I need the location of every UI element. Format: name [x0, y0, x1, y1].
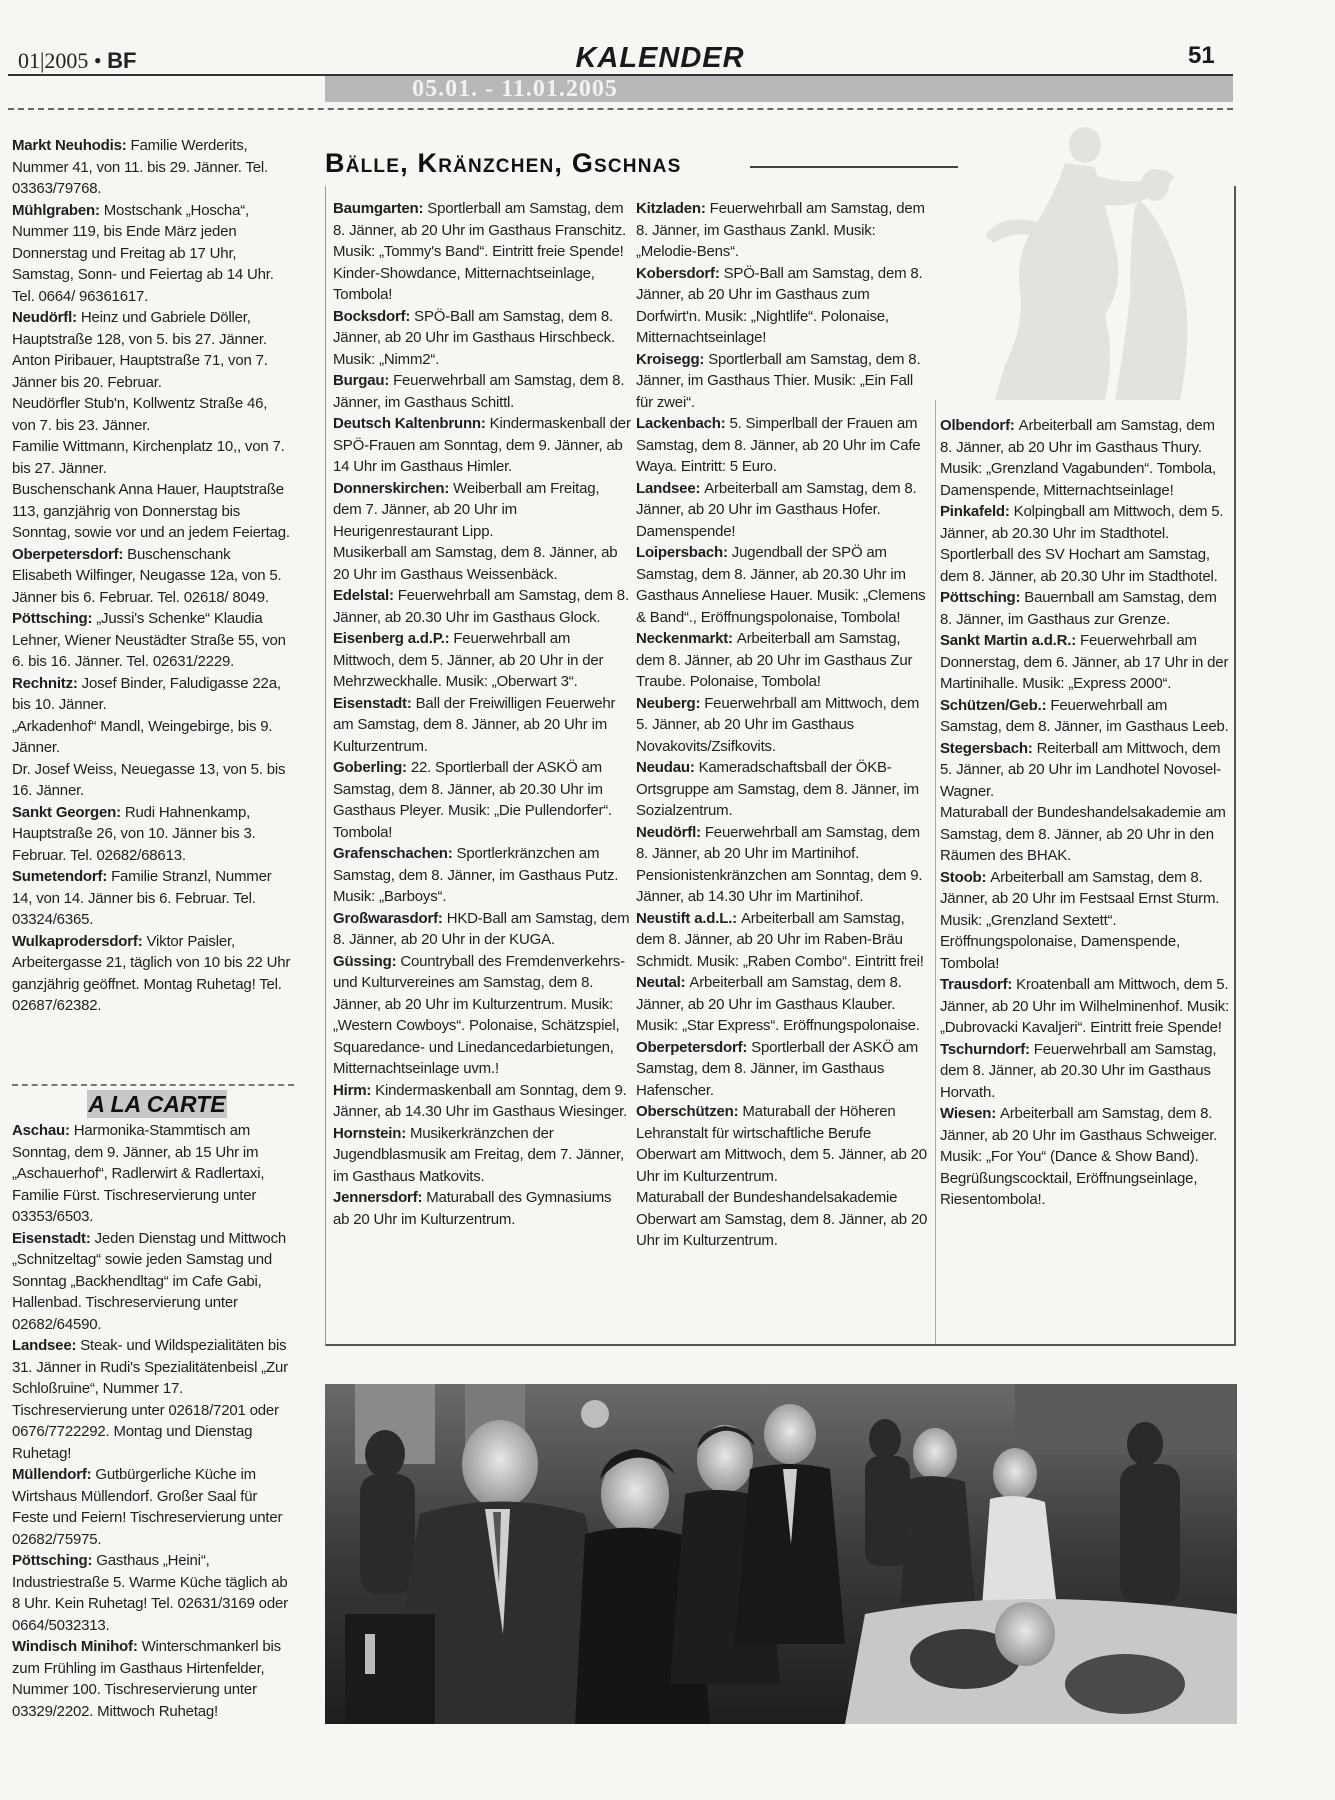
- listing-text: Kameradschaftsball der ÖKB-Ortsgruppe am Samstag, dem 8. Jänner, im Sozialzentrum.: [636, 759, 919, 819]
- listing-separator: :: [95, 201, 104, 219]
- listing-place: Wiesen: [940, 1105, 992, 1122]
- listing-text: Steak- und Wildspezialitäten bis 31. Jänner in Rudi's Spezialitätenbeisl „Zur Schloßruine“, Nummer 17. Tischreservierung unter 02618/7201 oder 0676/7722292. Montag und Dienstag Ruhetag!: [12, 1337, 288, 1462]
- listing-place: Lackenbach: [636, 415, 721, 432]
- listing-place: Windisch Minihof: [12, 1638, 133, 1655]
- listing-entry: [940, 630, 1230, 695]
- listing-separator: :: [121, 137, 131, 154]
- listing-entry: [333, 628, 631, 693]
- listing-text: Feuerwehrball am Samstag, dem 8. Jänner, ab 20.30 Uhr im Gasthaus Horvath.: [940, 1040, 1217, 1101]
- listing-separator: :: [1041, 696, 1051, 714]
- listing-place: Donnerskirchen: [333, 479, 445, 497]
- listing-place: Bocksdorf: [333, 307, 406, 325]
- section-title-rule: [750, 166, 958, 168]
- listing-text: 22. Sportlerball der ASKÖ am Samstag, dem 8. Jänner, ab 20.30 Uhr im Gasthaus Pleyer. Musik: „Die Pullendorfer“. Tombola!: [333, 759, 613, 841]
- listing-entry: [12, 1550, 294, 1636]
- brand-label: BF: [107, 48, 137, 73]
- listing-text: Arbeiterball am Samstag, dem 8. Jänner, ab 20 Uhr im Gasthaus Thury. Musik: „Grenzland Vagabunden“. Tombola, Damenspende, Mitternachtseinlage!: [940, 417, 1216, 499]
- listing-entry: [333, 757, 631, 843]
- listing-place: Landsee: [636, 479, 696, 497]
- listing-text: Harmonika-Stammtisch am Sonntag, dem 9. Jänner, ab 15 Uhr im „Aschauerhof“, Radlerwirt & Radlertaxi, Familie Fürst. Tischreservierung unter 03353/6503.: [12, 1122, 265, 1225]
- listing-place: Goberling: [333, 759, 403, 776]
- listing-text: Anton Piribauer, Hauptstraße 71, von 7. Jänner bis 20. Februar.: [12, 352, 268, 391]
- listing-separator: :: [132, 1638, 142, 1655]
- listing-separator: :: [71, 1337, 81, 1354]
- listing-separator: :: [401, 1124, 410, 1142]
- listing-place: Kroisegg: [636, 350, 700, 368]
- listing-place: Neudörfl: [12, 309, 73, 326]
- listing-place: Pöttsching: [12, 610, 88, 627]
- listing-text: Gasthaus „Heini“, Industriestraße 5. Warme Küche täglich ab 8 Uhr. Kein Ruhetag! Tel. 02631/3169 oder 0664/5032313.: [12, 1552, 288, 1634]
- listing-entry: [636, 478, 928, 543]
- listing-separator: :: [732, 909, 741, 927]
- listing-entry: [940, 1103, 1230, 1211]
- header-dashed-rule: [8, 108, 1233, 110]
- page-title: KALENDER: [575, 42, 745, 74]
- listing-place: Eisenberg a.d.P.: [333, 630, 445, 647]
- listing-entry: [333, 370, 631, 413]
- listing-place: Pöttsching: [12, 1552, 88, 1569]
- listing-separator: :: [728, 630, 737, 647]
- listing-place: Mühlgraben: [12, 201, 95, 219]
- listing-text: Kroatenball am Mittwoch, dem 5. Jänner, ab 20 Uhr im Wilhelminenhof. Musik: „Dubrovacki Kavaljeri“. Eintritt freie Spende!: [940, 976, 1230, 1036]
- listing-separator: :: [1009, 417, 1019, 434]
- listing-separator: :: [65, 1122, 74, 1139]
- listing-entry: [636, 1037, 928, 1102]
- listing-entry: [636, 198, 928, 263]
- listing-separator: :: [699, 350, 709, 368]
- listing-text: Viktor Paisler, Arbeitergasse 21, täglich von 10 bis 22 Uhr ganzjährig geöffnet. Montag Ruhetag! Tel. 02687/62382.: [12, 932, 291, 1014]
- listing-separator: :: [405, 307, 415, 325]
- listing-place: Oberpetersdorf: [12, 545, 119, 563]
- listing-separator: :: [87, 1552, 97, 1569]
- listing-place: Kitzladen: [636, 200, 701, 217]
- listing-text: Kindermaskenball der SPÖ-Frauen am Sonntag, dem 9. Jänner, ab 14 Uhr im Gasthaus Himler.: [333, 415, 631, 475]
- listing-entry: [636, 413, 928, 478]
- listing-separator: :: [417, 1189, 427, 1206]
- listing-place: Olbendorf: [940, 417, 1010, 434]
- listing-separator: :: [695, 479, 705, 497]
- listing-text: Sportlerball des SV Hochart am Samstag, dem 8. Jänner, ab 20.30 Uhr im Stadthotel.: [940, 546, 1218, 585]
- a-la-carte-dashed-rule: [12, 1084, 294, 1086]
- listing-entry: [636, 1101, 928, 1187]
- listing-entry: [12, 931, 294, 1017]
- listing-entry: [940, 695, 1230, 738]
- listing-entry: [12, 608, 294, 673]
- listing-entry: [333, 585, 631, 628]
- listing-entry: [12, 1335, 294, 1464]
- listing-separator: :: [1027, 739, 1037, 757]
- listing-separator: :: [444, 479, 454, 497]
- listing-separator: :: [116, 803, 125, 821]
- listing-text: Feuerwehrball am Samstag, dem 8. Jänner, im Gasthaus Schittl.: [333, 372, 625, 411]
- listing-place: Stegersbach: [940, 739, 1028, 757]
- listing-text: Neudörfler Stub'n, Kollwentz Straße 46, von 7. bis 23. Jänner.: [12, 395, 268, 434]
- listing-place: Wulkaprodersdorf: [12, 932, 138, 950]
- listing-text: Feuerwehrball am Samstag, dem 8. Jänner, im Gasthaus Zankl. Musik: „Melodie-Bens“.: [636, 200, 925, 260]
- listing-separator: :: [391, 952, 401, 970]
- listing-separator: :: [366, 1081, 376, 1099]
- listing-entry: [636, 972, 928, 1037]
- listing-separator: :: [695, 694, 705, 712]
- listing-separator: :: [137, 932, 147, 950]
- listing-entry: [12, 544, 294, 609]
- listing-text: Arbeiterball am Samstag, dem 8. Jänner, ab 20 Uhr im Festsaal Ernst Sturm. Musik: „Grenzland Sextett“. Eröffnungspolonaise, Damenspende, Tombola!: [940, 868, 1220, 972]
- listing-entry: [636, 263, 928, 349]
- listing-entry: [12, 200, 294, 308]
- listing-entry: [12, 350, 294, 393]
- listing-text: Arbeiterball am Samstag, dem 8. Jänner, ab 20 Uhr im Gasthaus Schweiger. Musik: „For You“ (Dance & Show Band). Begrüßungscocktail, Eröffnungseinlage, Riesentombola!.: [940, 1105, 1218, 1208]
- listing-separator: :: [384, 372, 394, 389]
- listing-text: Bauernball am Samstag, dem 8. Jänner, im Gasthaus zur Grenze.: [940, 589, 1217, 628]
- events-column-1: [333, 198, 631, 1230]
- listing-separator: :: [700, 200, 710, 217]
- listing-separator: :: [981, 868, 991, 886]
- listing-text: SPÖ-Ball am Samstag, dem 8. Jänner, ab 20 Uhr im Gasthaus zum Dorfwirt'n. Musik: „Nightlife“. Polonaise, Mitternachtseinlage!: [636, 264, 923, 346]
- listing-place: Jennersdorf: [333, 1189, 418, 1206]
- listing-place: Eisenstadt: [333, 694, 407, 712]
- listing-entry: [12, 1636, 294, 1722]
- listing-place: Tschurndorf: [940, 1040, 1026, 1058]
- listing-entry: [12, 135, 294, 200]
- listing-entry: [940, 501, 1230, 544]
- listing-entry: [12, 716, 294, 759]
- listing-separator: :: [437, 909, 447, 927]
- listing-text: Familie Stranzl, Nummer 14, von 14. Jänner bis 6. Februar. Tel. 03324/6365.: [12, 868, 272, 928]
- listing-place: Neustift a.d.L.: [636, 909, 733, 927]
- listing-text: Sportlerball der ASKÖ am Samstag, dem 8. Jänner, im Gasthaus Hafenscher.: [636, 1038, 919, 1099]
- listing-place: Neutal: [636, 974, 681, 991]
- listing-separator: :: [447, 845, 457, 862]
- dance-hall-photo: [325, 1384, 1237, 1724]
- listing-place: Hornstein: [333, 1124, 402, 1142]
- listing-text: Maturaball der Bundeshandelsakademie am Samstag, dem 8. Jänner, ab 20 Uhr in den Räumen des BHAK.: [940, 804, 1226, 864]
- listing-separator: :: [714, 264, 724, 282]
- listing-separator: :: [991, 1105, 1000, 1122]
- buschenschank-column: [12, 135, 294, 1017]
- listing-place: Stoob: [940, 868, 982, 886]
- listing-entry: [12, 307, 294, 350]
- listing-separator: :: [720, 415, 730, 432]
- listing-place: Oberpetersdorf: [636, 1038, 743, 1056]
- events-column-3: [940, 415, 1230, 1211]
- listing-entry: [636, 693, 928, 758]
- listing-entry: [940, 974, 1230, 1039]
- listing-entry: [333, 693, 631, 758]
- issue-label: 01|2005 • BF: [18, 48, 137, 73]
- listing-entry: [333, 542, 631, 585]
- listing-place: Landsee: [12, 1337, 72, 1354]
- listing-text: Feuerwehrball am Samstag, dem 8. Jänner, im Gasthaus Leeb.: [940, 696, 1229, 735]
- a-la-carte-title: A LA CARTE: [88, 1091, 226, 1117]
- listing-separator: :: [1007, 976, 1017, 993]
- listing-separator: :: [1015, 589, 1025, 606]
- listing-entry: [12, 1120, 294, 1228]
- listing-entry: [333, 198, 631, 306]
- listing-entry: [636, 628, 928, 693]
- listing-text: Ball der Freiwilligen Feuerwehr am Samstag, dem 8. Jänner, ab 20 Uhr im Kulturzentrum.: [333, 694, 616, 755]
- listing-text: Dr. Josef Weiss, Neuegasse 13, von 5. bis 16. Jänner.: [12, 760, 286, 799]
- listing-entry: [636, 757, 928, 822]
- listing-separator: :: [733, 1103, 743, 1120]
- listing-separator: :: [444, 630, 454, 647]
- listing-text: Reiterball am Mittwoch, dem 5. Jänner, ab 20 Uhr im Landhotel Novosel-Wagner.: [940, 739, 1221, 800]
- listing-place: Kobersdorf: [636, 264, 715, 282]
- listing-text: Heinz und Gabriele Döller, Hauptstraße 128, von 5. bis 27. Jänner.: [12, 309, 267, 348]
- listing-separator: :: [1071, 632, 1080, 649]
- listing-place: Baumgarten: [333, 200, 419, 217]
- listing-place: Loipersbach: [636, 544, 723, 561]
- a-la-carte-header: [12, 1082, 294, 1118]
- listing-text: Buschenschank Anna Hauer, Hauptstraße 113, ganzjährig von Donnerstag bis Sonntag, sowie vor und an jedem Feiertag.: [12, 481, 290, 541]
- dancing-couple-icon: [965, 115, 1223, 400]
- listing-separator: :: [723, 544, 732, 561]
- listing-text: Josef Binder, Faludigasse 22a, bis 10. Jänner.: [12, 674, 281, 713]
- listing-separator: :: [418, 200, 428, 217]
- listing-text: Feuerwehrball am Donnerstag, dem 6. Jänner, ab 17 Uhr in der Martinihalle. Musik: „Express 2000“.: [940, 632, 1229, 692]
- listing-entry: [940, 544, 1230, 587]
- listing-place: Neckenmarkt: [636, 630, 729, 647]
- listing-place: Rechnitz: [12, 674, 73, 692]
- listing-text: Buschenschank Elisabeth Wilfinger, Neugasse 12a, von 5. Jänner bis 6. Februar. Tel. 02618/ 8049.: [12, 545, 282, 606]
- listing-text: Arbeiterball am Samstag, dem 8. Jänner, ab 20 Uhr im Gasthaus Hofer. Damenspende!: [636, 479, 917, 540]
- listing-text: Countryball des Fremdenverkehrs- und Kulturvereines am Samstag, dem 8. Jänner, ab 20 Uhr im Kulturzentrum. Musik: „Western Cowboys“. Polonaise, Schätzspiel, Squaredance- und Linedancedarbietungen, Mitternachtseinlage uvm.!: [333, 952, 625, 1077]
- listing-text: Weiberball am Freitag, dem 7. Jänner, ab 20 Uhr im Heurigenrestaurant Lipp.: [333, 479, 600, 540]
- listing-entry: [940, 867, 1230, 975]
- listing-text: Feuerwehrball am Samstag, dem 8. Jänner, ab 20 Uhr im Martinihof.: [636, 823, 920, 862]
- listing-place: Güssing: [333, 952, 392, 970]
- listing-entry: [12, 866, 294, 931]
- listing-entry: [333, 1123, 631, 1188]
- listing-text: Arbeiterball am Samstag, dem 8. Jänner, ab 20 Uhr im Raben-Bräu Schmidt. Musik: „Raben Combo“. Eintritt frei!: [636, 909, 924, 970]
- listing-entry: [12, 802, 294, 867]
- a-la-carte-column: [12, 1120, 294, 1722]
- listing-entry: [636, 908, 928, 973]
- listing-entry: [12, 479, 294, 544]
- listing-separator: :: [72, 309, 81, 326]
- listing-entry: [12, 759, 294, 802]
- listing-entry: [636, 1187, 928, 1252]
- listing-entry: [12, 673, 294, 716]
- listing-entry: [12, 1464, 294, 1550]
- listing-place: Grafenschachen: [333, 845, 448, 862]
- section-title: Bälle, Kränzchen, Gschnas: [325, 148, 682, 178]
- listing-place: Neudau: [636, 759, 690, 776]
- listing-entry: [333, 478, 631, 543]
- listing-text: SPÖ-Ball am Samstag, dem 8. Jänner, ab 20 Uhr im Gasthaus Hirschbeck. Musik: „Nimm2“.: [333, 307, 615, 368]
- listing-entry: [636, 865, 928, 908]
- listing-separator: :: [406, 694, 416, 712]
- listing-entry: [333, 413, 631, 478]
- listing-text: Kindermaskenball am Sonntag, dem 9. Jänner, ab 14.30 Uhr im Gasthaus Wiesinger.: [333, 1081, 628, 1120]
- listing-entry: [636, 542, 928, 628]
- column-divider: [935, 400, 936, 1344]
- listing-separator: :: [1025, 1040, 1034, 1058]
- listing-text: HKD-Ball am Samstag, dem 8. Jänner, ab 20 Uhr in der KUGA.: [333, 909, 630, 948]
- listing-place: Eisenstadt: [12, 1229, 86, 1247]
- listing-place: Sankt Georgen: [12, 803, 117, 821]
- listing-text: Jeden Dienstag und Mittwoch „Schnitzeltag“ sowie jeden Samstag und Sonntag „Backhendltag“ im Cafe Gabi, Hallenbad. Tischreservierung unter 02682/64590.: [12, 1229, 287, 1333]
- listing-text: Maturaball des Gymnasiums ab 20 Uhr im Kulturzentrum.: [333, 1189, 612, 1228]
- listing-text: „Arkadenhof“ Mandl, Weingebirge, bis 9. Jänner.: [12, 717, 273, 756]
- listing-text: Mostschank „Hoscha“, Nummer 119, bis Ende März jeden Donnerstag und Freitag ab 17 Uhr, Samstag, Sonn- und Feiertag ab 14 Uhr. Tel. 0664/ 96361617.: [12, 201, 274, 305]
- listing-text: Pensionistenkränzchen am Sonntag, dem 9. Jänner, ab 14.30 Uhr im Martinihof.: [636, 866, 923, 905]
- listing-separator: :: [696, 823, 705, 841]
- listing-place: Aschau: [12, 1122, 65, 1139]
- listing-text: Kolpingball am Mittwoch, dem 5. Jänner, ab 20.30 Uhr im Stadthotel.: [940, 503, 1224, 542]
- listing-separator: :: [87, 610, 97, 627]
- listing-place: Müllendorf: [12, 1466, 87, 1483]
- page-number: 51: [1188, 42, 1215, 69]
- listing-place: Deutsch Kaltenbrunn: [333, 415, 481, 432]
- listing-place: Sumetendorf: [12, 868, 103, 885]
- listing-separator: :: [680, 974, 690, 991]
- listing-text: Gutbürgerliche Küche im Wirtshaus Müllendorf. Großer Saal für Feste und Feiern! Tischreservierung unter 02682/75975.: [12, 1466, 283, 1548]
- listing-separator: :: [1004, 503, 1014, 520]
- listing-place: Neudörfl: [636, 823, 697, 841]
- listing-place: Schützen/Geb.: [940, 696, 1042, 714]
- listing-text: Maturaball der Höheren Lehranstalt für wirtschaftliche Berufe Oberwart am Mittwoch, dem 5. Jänner, ab 20 Uhr im Kulturzentrum.: [636, 1103, 927, 1185]
- listing-entry: [636, 349, 928, 414]
- listing-entry: [940, 1039, 1230, 1104]
- listing-text: Feuerwehrball am Mittwoch, dem 5. Jänner, ab 20 Uhr in der Mehrzweckhalle. Musik: „Oberwart 3“.: [333, 630, 604, 690]
- listing-text: Familie Wittmann, Kirchenplatz 10,, von 7. bis 27. Jänner.: [12, 438, 285, 477]
- listing-text: Familie Werderits, Nummer 41, von 11. bis 29. Jänner. Tel. 03363/79768.: [12, 137, 268, 197]
- listing-text: Winterschmankerl bis zum Frühling im Gasthaus Hirtenfelder, Nummer 100. Tischreservierung unter 03329/2202. Mittwoch Ruhetag!: [12, 1638, 281, 1720]
- listing-entry: [333, 1187, 631, 1230]
- listing-place: Sankt Martin a.d.R.: [940, 632, 1072, 649]
- listing-separator: :: [72, 674, 82, 692]
- date-range: 05.01. - 11.01.2005: [412, 76, 618, 102]
- listing-separator: :: [480, 415, 490, 432]
- listing-text: 5. Simperlball der Frauen am Samstag, dem 8. Jänner, ab 20 Uhr im Cafe Waya. Eintritt: 5 Euro.: [636, 415, 921, 475]
- listing-text: Sportlerball am Samstag, dem 8. Jänner, im Gasthaus Thier. Musik: „Ein Fall für zwei“.: [636, 350, 921, 411]
- listing-text: Maturaball der Bundeshandelsakademie Oberwart am Samstag, dem 8. Jänner, ab 20 Uhr im Kulturzentrum.: [636, 1189, 928, 1249]
- listing-entry: [940, 415, 1230, 501]
- listing-separator: :: [689, 759, 699, 776]
- listing-entry: [333, 306, 631, 371]
- listing-text: Rudi Hahnenkamp, Hauptstraße 26, von 10. Jänner bis 3. Februar. Tel. 02682/68613.: [12, 803, 256, 864]
- listing-separator: :: [86, 1466, 96, 1483]
- listing-separator: :: [85, 1229, 95, 1247]
- listing-place: Pinkafeld: [940, 503, 1005, 520]
- listing-place: Edelstal: [333, 587, 389, 604]
- listing-text: Sportlerkränzchen am Samstag, dem 8. Jänner, im Gasthaus Putz. Musik: „Barboys“.: [333, 845, 619, 905]
- listing-text: Sportlerball am Samstag, dem 8. Jänner, ab 20 Uhr im Gasthaus Franschitz. Musik: „Tommy's Band“. Eintritt freie Spende! Kinder-Showdance, Mitternachtseinlage, Tombola!: [333, 200, 627, 303]
- listing-place: Großwarasdorf: [333, 909, 438, 927]
- listing-entry: [636, 822, 928, 865]
- date-band: [325, 76, 1233, 102]
- listing-place: Oberschützen: [636, 1103, 734, 1120]
- listing-place: Burgau: [333, 372, 385, 389]
- listing-separator: :: [402, 759, 411, 776]
- listing-entry: [12, 393, 294, 436]
- listing-separator: :: [388, 587, 398, 604]
- events-column-2: [636, 198, 928, 1252]
- listing-entry: [333, 843, 631, 908]
- listing-entry: [940, 587, 1230, 630]
- listing-separator: :: [118, 545, 128, 563]
- listing-text: Jugendball der SPÖ am Samstag, dem 8. Jänner, ab 20.30 Uhr im Gasthaus Anneliese Hauer. Musik: „Clemens & Band“., Eröffnungspolonaise, Tombola!: [636, 544, 926, 626]
- listing-text: Feuerwehrball am Samstag, dem 8. Jänner, ab 20.30 Uhr im Gasthaus Glock.: [333, 587, 629, 626]
- listing-separator: :: [102, 868, 112, 885]
- listing-entry: [333, 1080, 631, 1123]
- listing-entry: [940, 802, 1230, 867]
- listing-entry: [333, 908, 631, 951]
- listing-text: Feuerwehrball am Mittwoch, dem 5. Jänner, ab 20 Uhr im Gasthaus Novakovits/Zsifkovits.: [636, 694, 920, 755]
- listing-text: Musikerball am Samstag, dem 8. Jänner, ab 20 Uhr im Gasthaus Weissenbäck.: [333, 544, 618, 583]
- listing-place: Hirm: [333, 1081, 367, 1099]
- listing-entry: [940, 738, 1230, 803]
- listing-text: Arbeiterball am Samstag, dem 8. Jänner, ab 20 Uhr im Gasthaus Klauber. Musik: „Star Express“. Eröffnungspolonaise.: [636, 974, 920, 1034]
- listing-entry: [333, 951, 631, 1080]
- listing-place: Neuberg: [636, 694, 696, 712]
- listing-place: Markt Neuhodis: [12, 137, 122, 154]
- listing-text: Musikerkränzchen der Jugendblasmusik am Freitag, dem 7. Jänner, im Gasthaus Matkovits.: [333, 1124, 624, 1185]
- issue-number: 01|2005: [18, 48, 89, 73]
- listing-entry: [12, 436, 294, 479]
- listing-text: Arbeiterball am Samstag, dem 8. Jänner, ab 20 Uhr im Gasthaus Zur Traube. Polonaise, Tombola!: [636, 630, 913, 690]
- listing-entry: [12, 1228, 294, 1336]
- listing-place: Pöttsching: [940, 589, 1016, 606]
- listing-separator: :: [742, 1038, 752, 1056]
- listing-text: „Jussi's Schenke“ Klaudia Lehner, Wiener Neustädter Straße 55, von 6. bis 16. Jänner. Tel. 02631/2229.: [12, 610, 286, 670]
- listing-place: Trausdorf: [940, 976, 1008, 993]
